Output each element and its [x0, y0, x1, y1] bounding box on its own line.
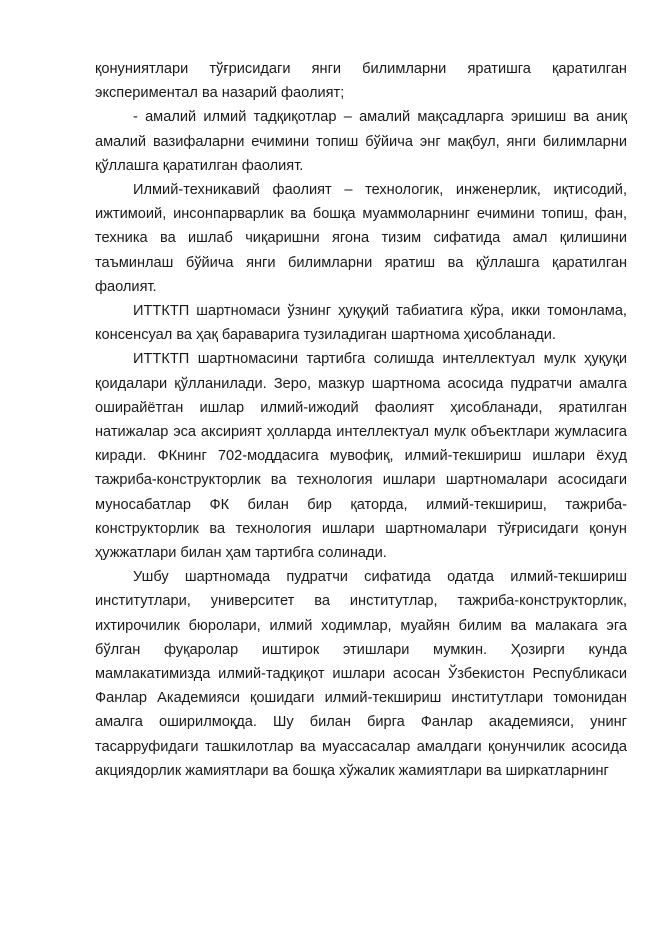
- paragraph-1: қонуниятлари тўғрисидаги янги билимларни яратишга қаратилган экспериментал ва назарий фаолият;: [95, 61, 627, 102]
- paragraph-6: Ушбу шартномада пудратчи сифатида одатда илмий-текшириш институтлари, университет ва институтлар, тажриба-конструкторлик, ихтирочилик бюролари, илмий ходимлар, муайян билим ва малакага эга бўлган фуқаролар иштирок этишлари мумкин. Ҳозирги кунда мамлакатимизда илмий-тадқиқот ишлари асосан Ўзбекистон Республикаси Фанлар Академияси қошидаги илмий-текшириш институтлари томонидан амалга оширилмоқда. Шу билан бирга Фанлар академияси, унинг тасарруфидаги ташкилотлар ва муассасалар амалдаги қонунчилик асосида акциядорлик жамиятлари ва бошқа хўжалик жамиятлари ва ширкатларнинг: [95, 569, 627, 779]
- paragraph-3: Илмий-техникавий фаолият – технологик, инженерлик, иқтисодий, ижтимоий, инсонпарварлик ва бошқа муаммоларнинг ечимини топиш, фан, техника ва ишлаб чиқаришни ягона тизим сифатида амал қилишини таъминлаш бўйича янги билимларни яратиш ва қўллашга қаратилган фаолият.: [95, 182, 627, 295]
- paragraph-5: ИТТКТП шартномасини тартибга солишда интеллектуал мулк ҳуқуқи қоидалари қўлланилади. Зеро, мазкур шартнома асосида пудратчи амалга оширайётган ишлар илмий-ижодий фаолият ҳисобланади, яратилган натижалар эса аксирият ҳолларда интеллектуал мулк объектлари жумласига киради. ФКнинг 702-моддасига мувофиқ, илмий-текшириш ишлари ёхуд тажриба-конструкторлик ва технология ишлари шартномалари асосидаги муносабатлар ФК билан бир қаторда, илмий-текшириш, тажриба-конструкторлик ва технология ишлари шартномалари тўғрисидаги қонун ҳужжатлари билан ҳам тартибга солинади.: [95, 351, 627, 562]
- paragraph-2: - амалий илмий тадқиқотлар – амалий мақсадларга эришиш ва аниқ амалий вазифаларни ечимини топиш бўйича энг мақбул, янги билимларни қўллашга қаратилган фаолият.: [95, 109, 627, 174]
- paragraph-4: ИТТКТП шартномаси ўзнинг ҳуқуқий табиатига кўра, икки томонлама, консенсуал ва ҳақ бараварига тузиладиган шартнома ҳисобланади.: [95, 303, 627, 344]
- document-page: [95, 57, 627, 783]
